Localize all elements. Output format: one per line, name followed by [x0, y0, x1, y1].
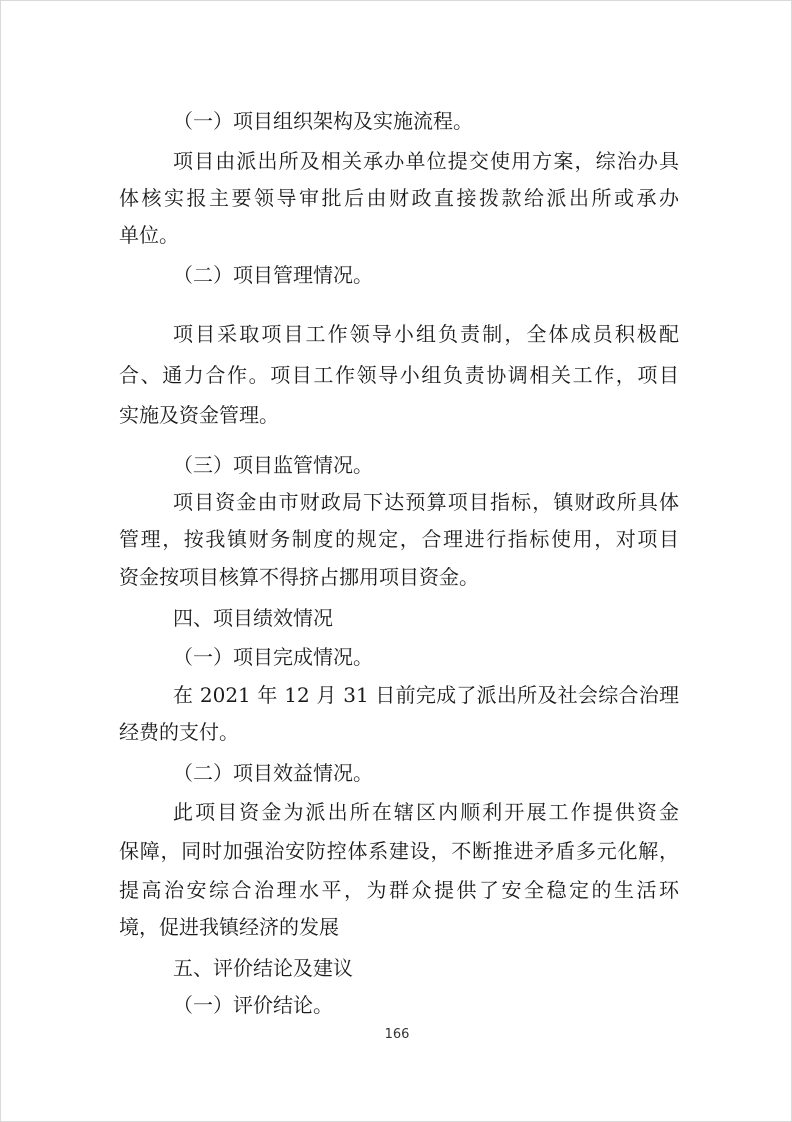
paragraph-line: 资金按项目核算不得挤占挪用项目资金。: [119, 565, 479, 589]
heading-org-structure: （一）项目组织架构及实施流程。: [173, 109, 473, 133]
paragraph-line: 境，促进我镇经济的发展: [119, 915, 339, 939]
heading-section-five: 五、评价结论及建议: [173, 956, 353, 980]
paragraph-line: 保障，同时加强治安防控体系建设，不断推进矛盾多元化解，: [119, 839, 679, 863]
heading-benefits: （二）项目效益情况。: [173, 761, 373, 785]
paragraph-line: 经费的支付。: [119, 720, 239, 744]
page-number: 166: [384, 1027, 410, 1042]
paragraph-line: 在 2021 年 12 月 31 日前完成了派出所及社会综合治理: [173, 683, 679, 707]
paragraph-line: 单位。: [119, 223, 179, 247]
paragraph-line: 实施及资金管理。: [119, 403, 279, 427]
heading-management: （二）项目管理情况。: [173, 263, 373, 287]
heading-supervision: （三）项目监管情况。: [173, 453, 373, 477]
paragraph-line: 体核实报主要领导审批后由财政直接拨款给派出所或承办: [119, 186, 679, 210]
paragraph-line: 项目资金由市财政局下达预算项目指标，镇财政所具体: [173, 490, 679, 514]
paragraph-line: 提高治安综合治理水平，为群众提供了安全稳定的生活环: [119, 878, 679, 902]
heading-completion: （一）项目完成情况。: [173, 645, 373, 669]
paragraph-line: 此项目资金为派出所在辖区内顺利开展工作提供资金: [173, 800, 679, 824]
heading-section-four: 四、项目绩效情况: [173, 606, 333, 630]
paragraph-line: 项目采取项目工作领导小组负责制，全体成员积极配: [173, 322, 679, 346]
paragraph-line: 管理，按我镇财务制度的规定，合理进行指标使用，对项目: [119, 527, 679, 551]
paragraph-line: 合、通力合作。项目工作领导小组负责协调相关工作，项目: [119, 363, 679, 387]
paragraph-line: 项目由派出所及相关承办单位提交使用方案，综治办具: [173, 149, 679, 173]
heading-conclusion: （一）评价结论。: [173, 993, 333, 1017]
